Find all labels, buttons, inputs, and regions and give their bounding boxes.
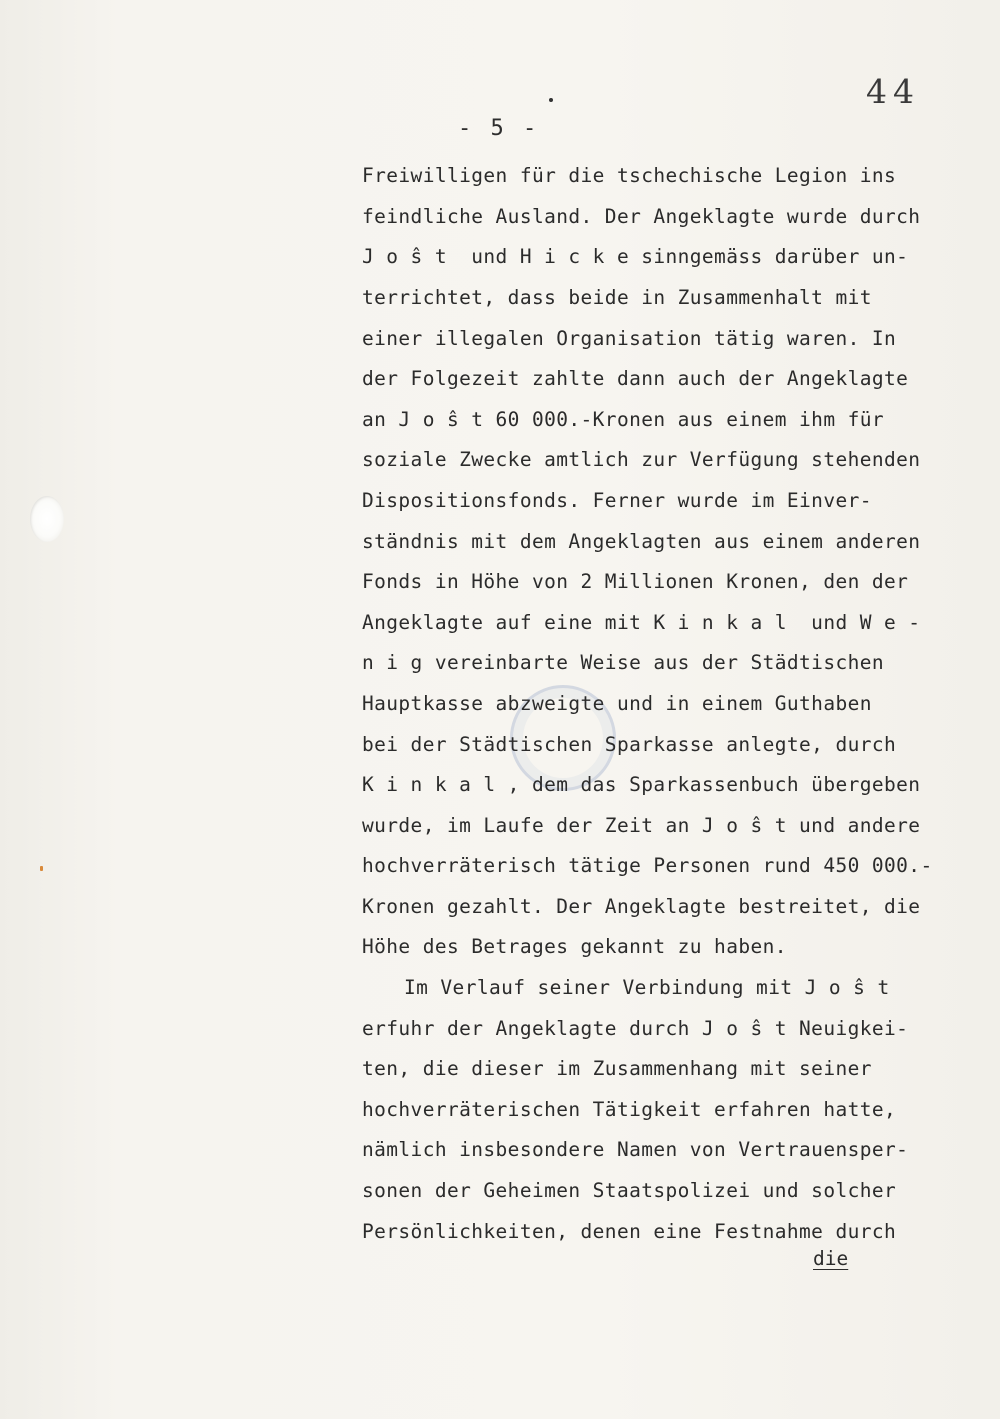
text-line: ständnis mit dem Angeklagten aus einem anderen: [362, 530, 921, 553]
paragraph-start-line: Im Verlauf seiner Verbindung mit J o ŝ t: [404, 976, 890, 999]
continuation-word: die: [813, 1247, 849, 1270]
paper-speck: [40, 866, 43, 871]
text-line: hochverräterisch tätige Personen rund 450 000.-: [362, 854, 933, 877]
text-line: Fonds in Höhe von 2 Millionen Kronen, den der: [362, 570, 909, 593]
text-line: sonen der Geheimen Staatspolizei und solcher: [362, 1179, 897, 1202]
punch-hole: [30, 496, 64, 542]
text-line: Persönlichkeiten, denen eine Festnahme durch: [362, 1220, 897, 1243]
text-line: Angeklagte auf eine mit K i n k a l und W e -: [362, 611, 921, 634]
text-line: Höhe des Betrages gekannt zu haben.: [362, 935, 787, 958]
text-line: Dispositionsfonds. Ferner wurde im Einver-: [362, 489, 872, 512]
text-line: n i g vereinbarte Weise aus der Städtischen: [362, 651, 885, 674]
text-line: hochverräterischen Tätigkeit erfahren hatte,: [362, 1098, 897, 1121]
text-line: soziale Zwecke amtlich zur Verfügung stehenden: [362, 448, 921, 471]
text-line: an J o ŝ t 60 000.-Kronen aus einem ihm für: [362, 408, 885, 431]
text-line: J o ŝ t und H i c k e sinngemäss darüber un-: [362, 245, 909, 268]
text-line: ten, die dieser im Zusammenhang mit seiner: [362, 1057, 872, 1080]
text-line: feindliche Ausland. Der Angeklagte wurde durch: [362, 205, 921, 228]
text-line: Hauptkasse abzweigte und in einem Guthaben: [362, 692, 872, 715]
text-line: einer illegalen Organisation tätig waren. In: [362, 327, 897, 350]
dot-mark: [549, 98, 553, 102]
text-line: K i n k a l , dem das Sparkassenbuch übergeben: [362, 773, 921, 796]
text-line: Freiwilligen für die tschechische Legion ins: [362, 164, 897, 187]
text-line: Kronen gezahlt. Der Angeklagte bestreitet, die: [362, 895, 921, 918]
page-label: - 5 -: [458, 116, 540, 141]
page-number: 44: [866, 72, 920, 111]
text-line: erfuhr der Angeklagte durch J o ŝ t Neuigkei-: [362, 1017, 909, 1040]
text-line: terrichtet, dass beide in Zusammenhalt mit: [362, 286, 872, 309]
text-line: bei der Städtischen Sparkasse anlegte, durch: [362, 733, 897, 756]
text-line: wurde, im Laufe der Zeit an J o ŝ t und andere: [362, 814, 921, 837]
text-line: der Folgezeit zahlte dann auch der Angeklagte: [362, 367, 909, 390]
text-line: nämlich insbesondere Namen von Vertrauensper-: [362, 1138, 909, 1161]
